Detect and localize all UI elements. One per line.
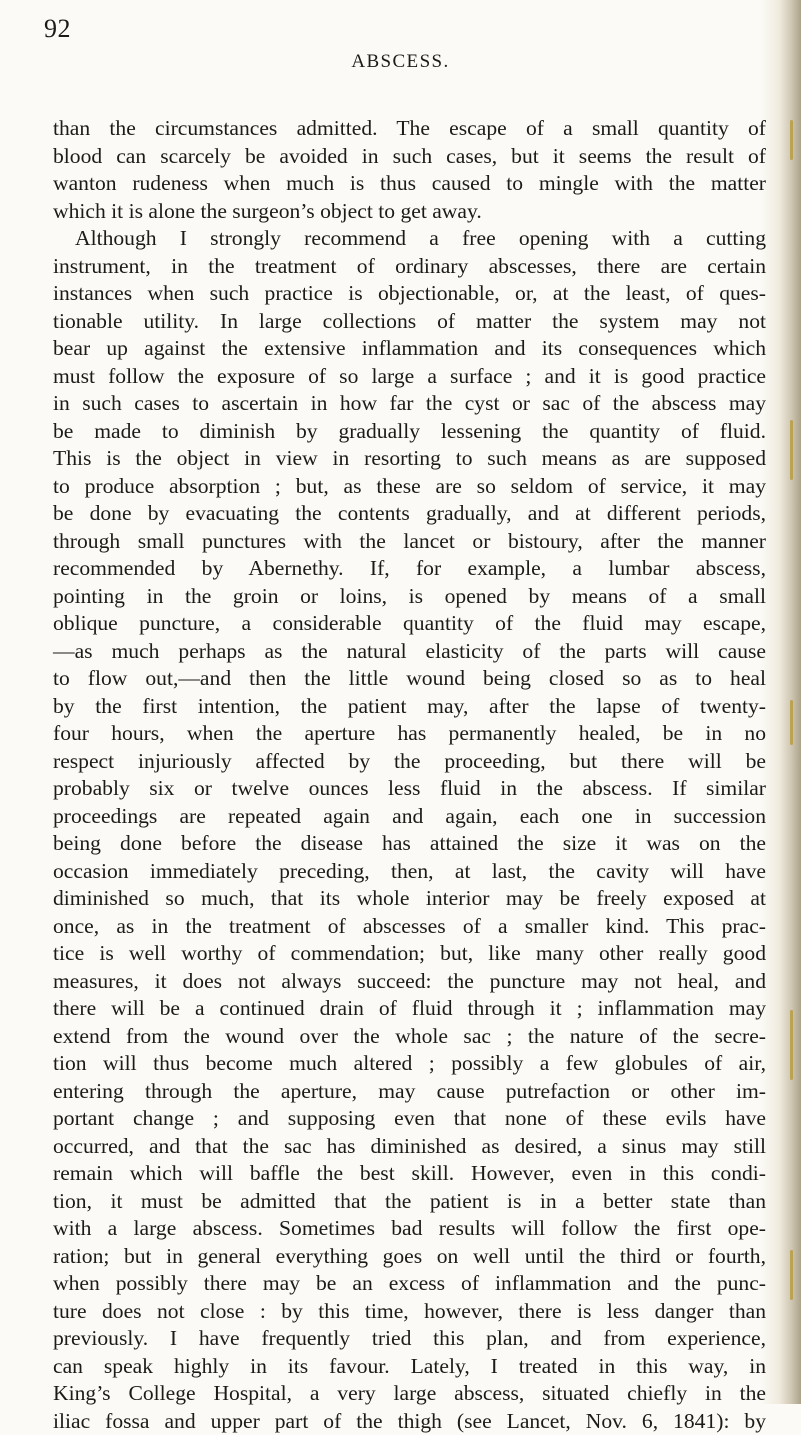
page-edge-stain: [790, 120, 793, 160]
text-line: which it is alone the surgeon’s object to get away.: [53, 198, 766, 226]
text-line: tion will thus become much altered ; possibly a few globules of air,: [53, 1050, 766, 1078]
text-line: proceedings are repeated again and again, each one in succession: [53, 803, 766, 831]
text-line: blood can scarcely be avoided in such cases, but it seems the result of: [53, 143, 766, 171]
text-line: diminished so much, that its whole interior may be freely exposed at: [53, 885, 766, 913]
text-line: ture does not close : by this time, however, there is less danger than: [53, 1298, 766, 1326]
text-line: iliac fossa and upper part of the thigh (see Lancet, Nov. 6, 1841): by: [53, 1408, 766, 1435]
text-line: bear up against the extensive inflammation and its consequences which: [53, 335, 766, 363]
page-edge-stain: [790, 420, 793, 480]
text-line: probably six or twelve ounces less fluid in the abscess. If similar: [53, 775, 766, 803]
text-line: entering through the aperture, may cause putrefaction or other im-: [53, 1078, 766, 1106]
text-line: portant change ; and supposing even that none of these evils have: [53, 1105, 766, 1133]
page-number: 92: [44, 14, 71, 44]
text-line: recommended by Abernethy. If, for example, a lumbar abscess,: [53, 555, 766, 583]
text-line: to flow out,—and then the little wound being closed so as to heal: [53, 665, 766, 693]
text-line: with a large abscess. Sometimes bad results will follow the first ope-: [53, 1215, 766, 1243]
text-line: wanton rudeness when much is thus caused to mingle with the matter: [53, 170, 766, 198]
text-line: Although I strongly recommend a free opening with a cutting: [53, 225, 766, 253]
page-edge-stain: [790, 1010, 793, 1080]
text-line: pointing in the groin or loins, is opened by means of a small: [53, 583, 766, 611]
text-line: be done by evacuating the contents gradually, and at different periods,: [53, 500, 766, 528]
text-line: than the circumstances admitted. The escape of a small quantity of: [53, 115, 766, 143]
text-line: —as much perhaps as the natural elasticity of the parts will cause: [53, 638, 766, 666]
page-edge-stain: [790, 700, 793, 745]
page-edge-stain: [790, 1250, 793, 1300]
text-line: King’s College Hospital, a very large abscess, situated chiefly in the: [53, 1380, 766, 1408]
text-line: must follow the exposure of so large a surface ; and it is good practice: [53, 363, 766, 391]
text-line: being done before the disease has attained the size it was on the: [53, 830, 766, 858]
text-line: ration; but in general everything goes on well until the third or fourth,: [53, 1243, 766, 1271]
text-line: instances when such practice is objectionable, or, at the least, of ques-: [53, 280, 766, 308]
text-line: there will be a continued drain of fluid through it ; inflammation may: [53, 995, 766, 1023]
text-line: once, as in the treatment of abscesses of a smaller kind. This prac-: [53, 913, 766, 941]
text-line: remain which will baffle the best skill. However, even in this condi-: [53, 1160, 766, 1188]
text-line: four hours, when the aperture has permanently healed, be in no: [53, 720, 766, 748]
text-line: measures, it does not always succeed: the puncture may not heal, and: [53, 968, 766, 996]
text-line: be made to diminish by gradually lessening the quantity of fluid.: [53, 418, 766, 446]
text-line: oblique puncture, a considerable quantity of the fluid may escape,: [53, 610, 766, 638]
text-line: tion, it must be admitted that the patient is in a better state than: [53, 1188, 766, 1216]
text-line: in such cases to ascertain in how far the cyst or sac of the abscess may: [53, 390, 766, 418]
text-line: previously. I have frequently tried this plan, and from experience,: [53, 1325, 766, 1353]
text-line: to produce absorption ; but, as these are so seldom of service, it may: [53, 473, 766, 501]
text-line: extend from the wound over the whole sac ; the nature of the secre-: [53, 1023, 766, 1051]
running-head: ABSCESS.: [0, 51, 801, 73]
text-line: when possibly there may be an excess of inflammation and the punc-: [53, 1270, 766, 1298]
text-line: tionable utility. In large collections of matter the system may not: [53, 308, 766, 336]
text-line: respect injuriously affected by the proceeding, but there will be: [53, 748, 766, 776]
text-line: tice is well worthy of commendation; but, like many other really good: [53, 940, 766, 968]
text-line: instrument, in the treatment of ordinary abscesses, there are certain: [53, 253, 766, 281]
text-line: by the first intention, the patient may, after the lapse of twenty-: [53, 693, 766, 721]
text-line: occurred, and that the sac has diminished as desired, a sinus may still: [53, 1133, 766, 1161]
text-line: can speak highly in its favour. Lately, I treated in this way, in: [53, 1353, 766, 1381]
text-line: This is the object in view in resorting to such means as are supposed: [53, 445, 766, 473]
text-line: through small punctures with the lancet or bistoury, after the manner: [53, 528, 766, 556]
body-text: [53, 115, 766, 1435]
text-line: occasion immediately preceding, then, at last, the cavity will have: [53, 858, 766, 886]
